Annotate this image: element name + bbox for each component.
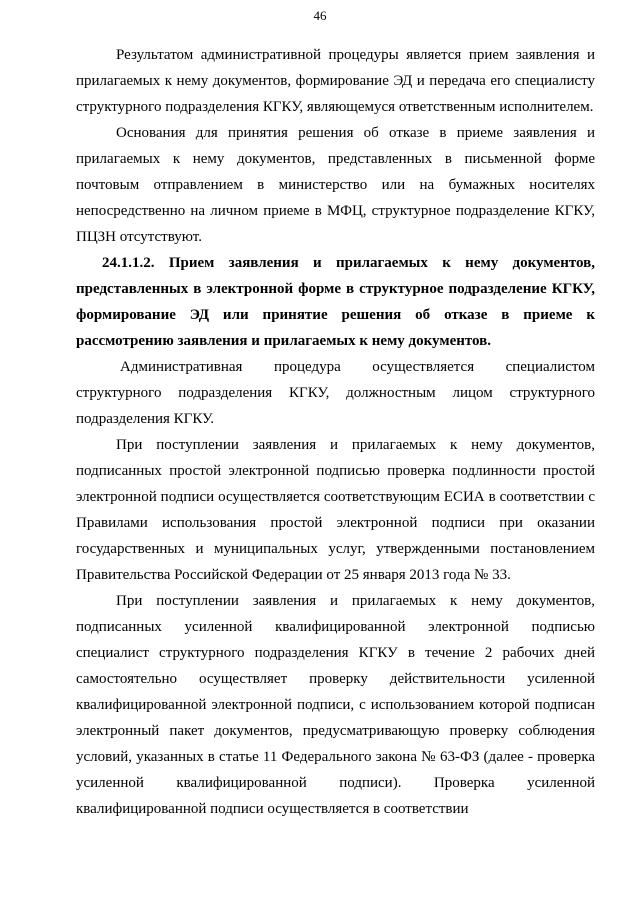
- paragraph-simple-signature: При поступлении заявления и прилагаемых к нему документов, подписанных простой электронной подписью проверка подлинности простой электронной подписи осуществляется соответствующим ЕСИА в соответствии с Правилами использования простой электронной подписи при оказании государственных и муниципальных услуг, утвержденными постановлением Правительства Российской Федерации от 25 января 2013 года № 33.: [76, 437, 595, 583]
- section-heading-24-1-1-2: 24.1.1.2. Прием заявления и прилагаемых к нему документов, представленных в электронной форме в структурное подразделение КГКУ, формирование ЭД или принятие решения об отказе в приеме к рассмотрению заявления и прилагаемых к нему документов.: [76, 255, 595, 349]
- page-number: 46: [313, 8, 327, 23]
- paragraph-refusal-grounds: Основания для принятия решения об отказе в приеме заявления и прилагаемых к нему документов, представленных в письменной форме почтовым отправлением в министерство или на бумажных носителях непосредственно на личном приеме в МФЦ, структурное подразделение КГКУ, ПЦЗН отсутствуют.: [76, 125, 595, 245]
- paragraph-procedure-performer: Административная процедура осуществляется специалистом структурного подразделения КГКУ, должностным лицом структурного подразделения КГКУ.: [76, 359, 595, 427]
- document-body: [76, 42, 595, 822]
- paragraph-qualified-signature: При поступлении заявления и прилагаемых к нему документов, подписанных усиленной квалифицированной электронной подписью специалист структурного подразделения КГКУ в течение 2 рабочих дней самостоятельно осуществляет проверку действительности усиленной квалифицированной электронной подписи, с использованием которой подписан электронный пакет документов, предусматривающую проверку соблюдения условий, указанных в статье 11 Федерального закона № 63-ФЗ (далее - проверка усиленной квалифицированной подписи). Проверка усиленной квалифицированной подписи осуществляется в соответствии: [76, 593, 595, 817]
- paragraph-result: Результатом административной процедуры является прием заявления и прилагаемых к нему документов, формирование ЭД и передача его специалисту структурного подразделения КГКУ, являющемуся ответственным исполнителем.: [76, 47, 595, 115]
